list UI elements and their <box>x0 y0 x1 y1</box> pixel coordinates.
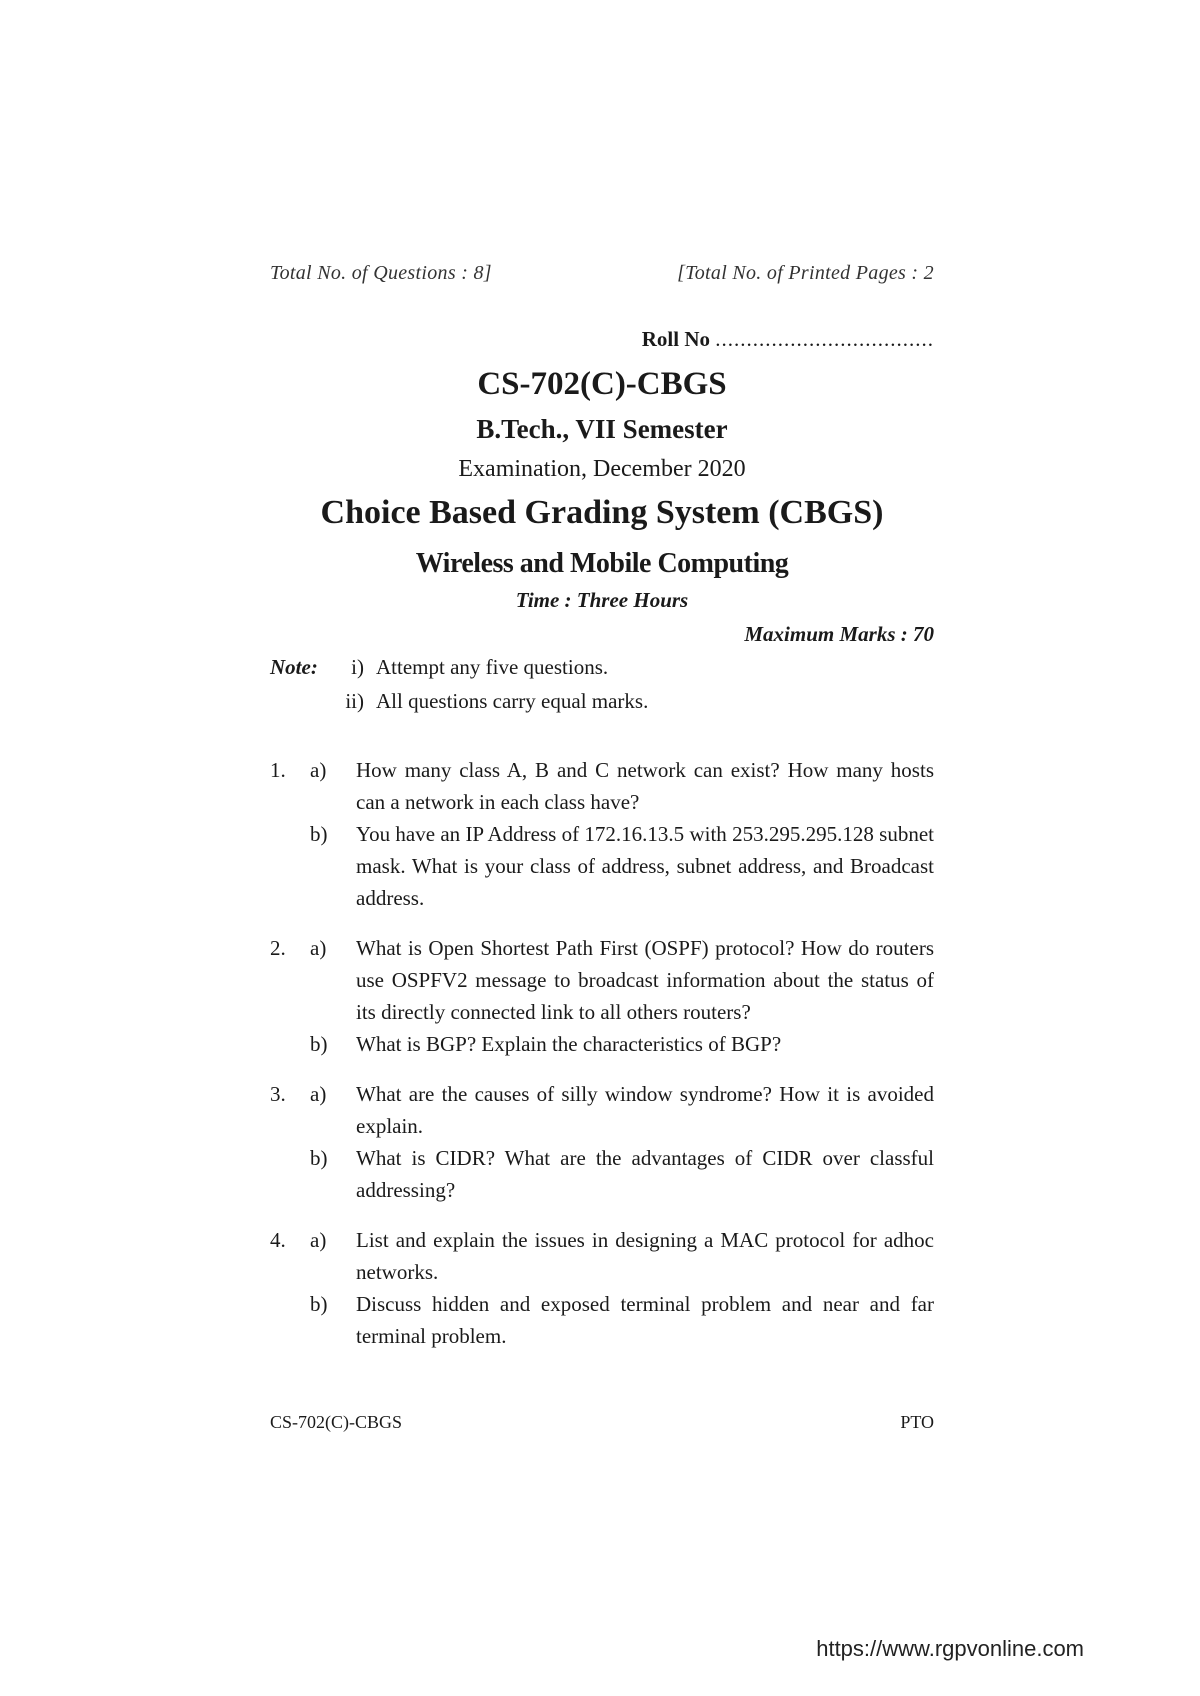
footer-pto: PTO <box>900 1412 934 1432</box>
question-part <box>270 1142 934 1206</box>
question-part <box>270 1078 934 1142</box>
note-item-text: All questions carry equal marks. <box>376 689 649 713</box>
part-text: You have an IP Address of 172.16.13.5 with 253.295.295.128 subnet mask. What is your class of address, subnet address, and Broadcast address. <box>356 822 934 910</box>
subject-title: Wireless and Mobile Computing <box>415 548 789 579</box>
roll-number <box>642 327 934 352</box>
part-label: a) <box>310 936 327 960</box>
part-label: a) <box>310 1082 327 1106</box>
time-allowed: Time : Three Hours <box>515 588 689 612</box>
maximum-marks: Maximum Marks : 70 <box>744 622 934 646</box>
part-label: a) <box>310 758 327 782</box>
note-label: Note: <box>270 655 318 679</box>
total-questions: Total No. of Questions : 8] <box>270 262 492 284</box>
part-label: b) <box>310 1032 328 1056</box>
exam-session: Examination, December 2020 <box>458 456 746 482</box>
question-number: 1. <box>270 758 286 782</box>
part-text: List and explain the issues in designing a MAC protocol for adhoc networks. <box>356 1228 934 1284</box>
footer-code: CS-702(C)-CBGS <box>270 1412 403 1432</box>
source-url[interactable]: https://www.rgpvonline.com <box>816 1636 1084 1661</box>
question-part <box>270 1288 934 1352</box>
part-text: What is Open Shortest Path First (OSPF) protocol? How do routers use OSPFV2 message to broadcast information about the status of its directly connected link to all others routers? <box>356 936 934 1024</box>
semester: B.Tech., VII Semester <box>476 414 728 444</box>
question <box>270 1224 934 1352</box>
question-list <box>270 754 934 1370</box>
part-label: b) <box>310 822 328 846</box>
header-row <box>270 262 934 285</box>
note-item-num: i) <box>351 655 364 679</box>
question <box>270 932 934 1060</box>
question-number: 2. <box>270 936 286 960</box>
part-text: What is CIDR? What are the advantages of CIDR over classful addressing? <box>356 1146 934 1202</box>
part-text: What are the causes of silly window syndrome? How it is avoided explain. <box>356 1082 934 1138</box>
question-part <box>270 754 934 818</box>
question-part <box>270 932 934 1028</box>
part-text: What is BGP? Explain the characteristics of BGP? <box>356 1032 782 1056</box>
note-item <box>330 655 608 680</box>
roll-dots: ................................... <box>715 327 934 351</box>
question <box>270 754 934 914</box>
question-part <box>270 1028 934 1060</box>
grading-system: Choice Based Grading System (CBGS) <box>320 494 884 531</box>
paper-code: CS-702(C)-CBGS <box>477 366 727 402</box>
part-text: How many class A, B and C network can exist? How many hosts can a network in each class have? <box>356 758 934 814</box>
question-part <box>270 1224 934 1288</box>
part-text: Discuss hidden and exposed terminal problem and near and far terminal problem. <box>356 1292 934 1348</box>
note-item-num: ii) <box>345 689 364 713</box>
question-part <box>270 818 934 914</box>
page-footer <box>270 1412 934 1433</box>
question <box>270 1078 934 1206</box>
exam-page <box>270 0 934 1696</box>
total-pages: [Total No. of Printed Pages : 2 <box>677 262 934 284</box>
question-number: 4. <box>270 1228 286 1252</box>
part-label: b) <box>310 1292 328 1316</box>
roll-label: Roll No <box>641 327 710 351</box>
part-label: a) <box>310 1228 327 1252</box>
part-label: b) <box>310 1146 328 1170</box>
note-item <box>330 689 648 714</box>
note-item-text: Attempt any five questions. <box>376 655 609 679</box>
question-number: 3. <box>270 1082 286 1106</box>
